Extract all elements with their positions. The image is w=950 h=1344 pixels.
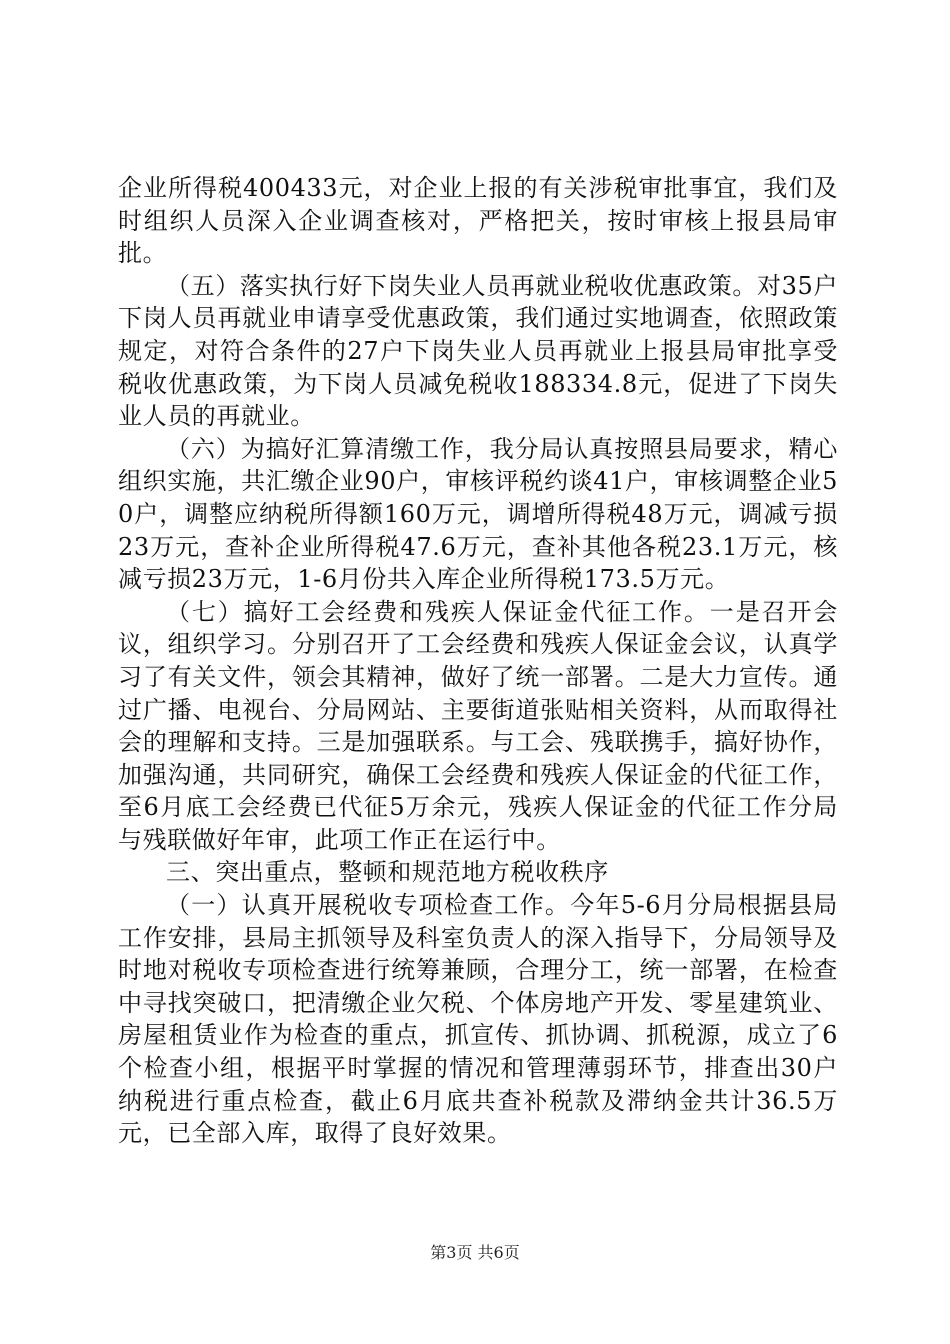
page-footer <box>0 1243 950 1263</box>
paragraph-3: （六）为搞好汇算清缴工作，我分局认真按照县局要求，精心组织实施，共汇缴企业90户，审核评税约谈41户，审核调整企业50户，调整应纳税所得额160万元，调增所得税48万元，调减亏损23万元，查补企业所得税47.6万元，查补其他各税23.1万元，核减亏损23万元，1-6月份共入库企业所得税173.5万元。 <box>118 434 838 594</box>
document-body <box>118 172 838 1150</box>
page-number: 第3页 共6页 <box>430 1243 520 1262</box>
paragraph-4: （七）搞好工会经费和残疾人保证金代征工作。一是召开会议，组织学习。分别召开了工会经费和残疾人保证金会议，认真学习了有关文件，领会其精神，做好了统一部署。二是大力宣传。通过广播、电视台、分局网站、主要街道张贴相关资料，从而取得社会的理解和支持。三是加强联系。与工会、残联携手，搞好协作，加强沟通，共同研究，确保工会经费和残疾人保证金的代征工作，至6月底工会经费已代征5万余元，残疾人保证金的代征工作分局与残联做好年审，此项工作正在运行中。 <box>118 597 838 854</box>
paragraph-1: 企业所得税400433元，对企业上报的有关涉税审批事宜，我们及时组织人员深入企业调查核对，严格把关，按时审核上报县局审批。 <box>118 174 838 268</box>
paragraph-6: （一）认真开展税收专项检查工作。今年5-6月分局根据县局工作安排，县局主抓领导及科室负责人的深入指导下，分局领导及时地对税收专项检查进行统筹兼顾，合理分工，统一部署，在检查中寻找突破口，把清缴企业欠税、个体房地产开发、零星建筑业、房屋租赁业作为检查的重点，抓宣传、抓协调、抓税源，成立了6个检查小组，根据平时掌握的情况和管理薄弱环节，排查出30户纳税进行重点检查，截止6月底共查补税款及滞纳金共计36.5万元，已全部入库，取得了良好效果。 <box>118 891 838 1148</box>
section-heading: 三、突出重点，整顿和规范地方税收秩序 <box>166 858 609 887</box>
paragraph-2: （五）落实执行好下岗失业人员再就业税收优惠政策。对35户下岗人员再就业申请享受优惠政策，我们通过实地调查，依照政策规定，对符合条件的27户下岗失业人员再就业上报县局审批享受税收优惠政策，为下岗人员减免税收188334.8元，促进了下岗失业人员的再就业。 <box>118 271 838 431</box>
